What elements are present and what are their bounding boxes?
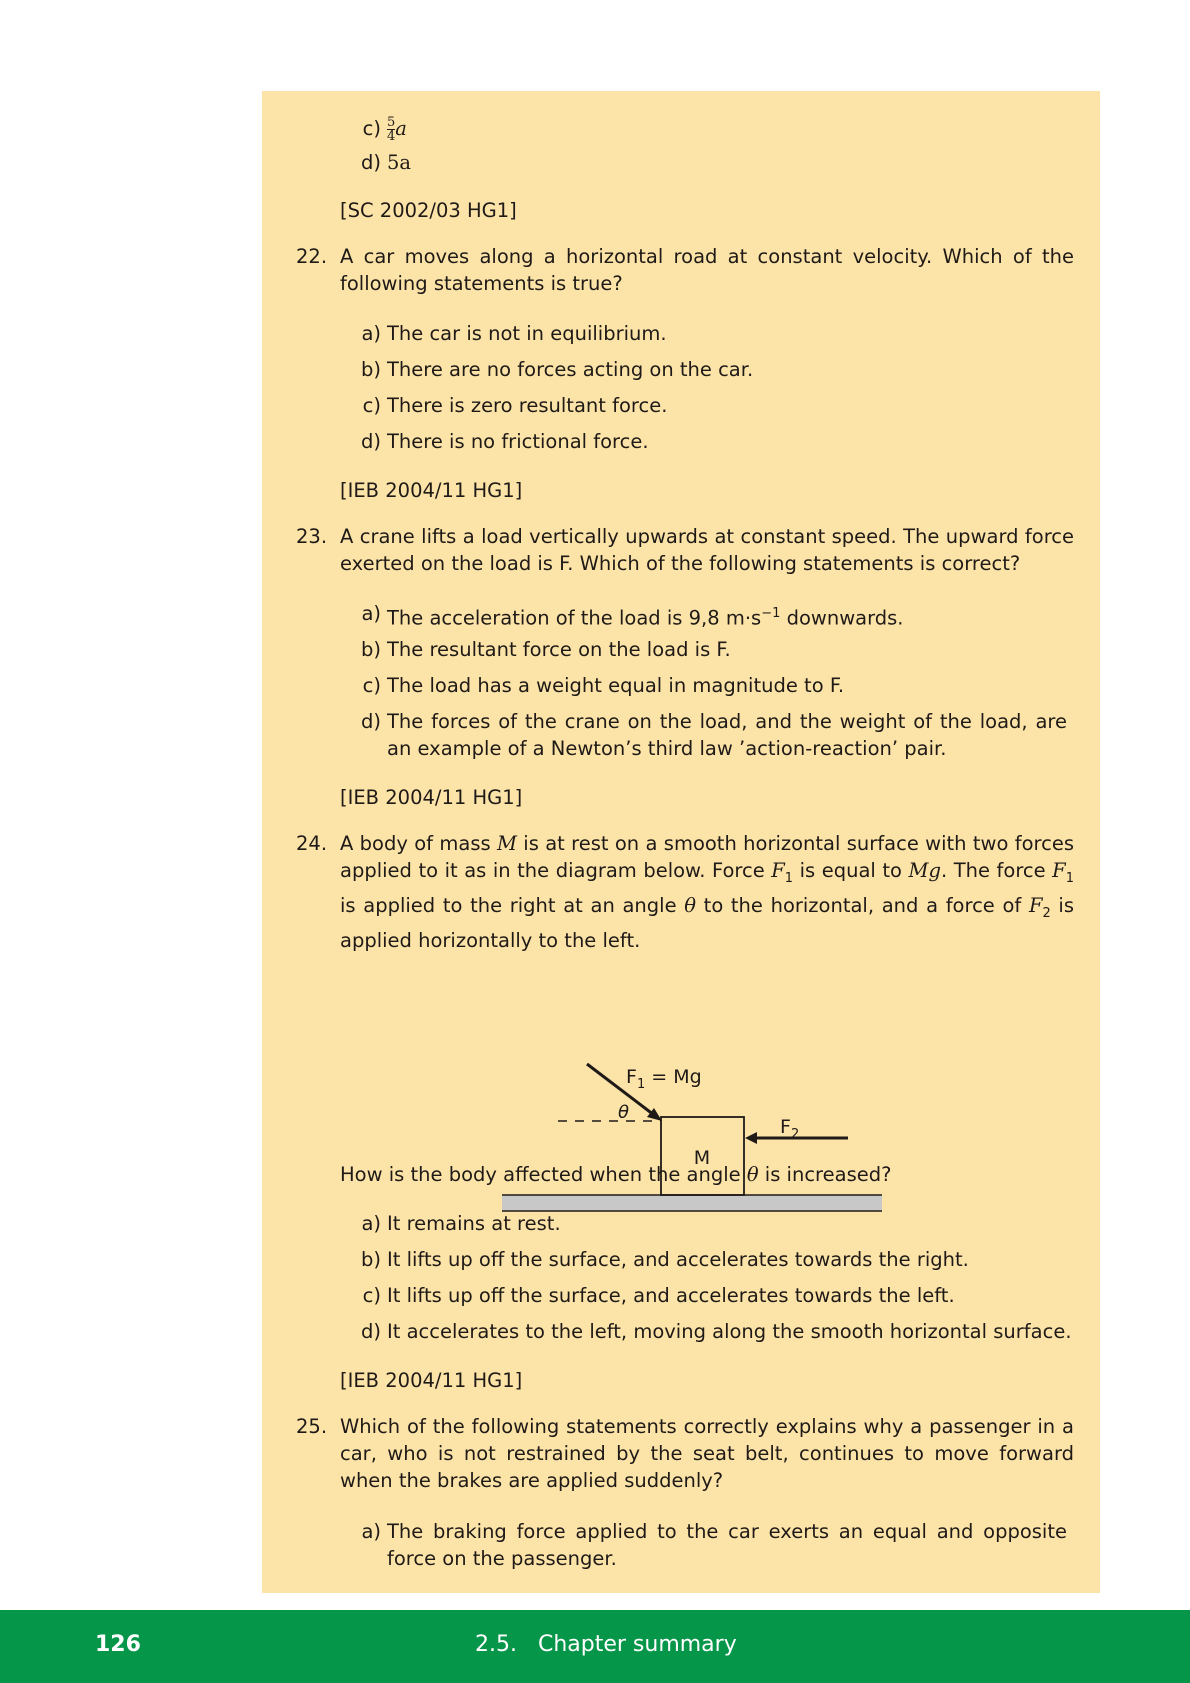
fraction: $\frac{5}{4}$ <box>387 115 396 144</box>
option-label: b) <box>361 1248 381 1271</box>
option-text: There is no frictional force. <box>387 430 649 453</box>
question-text: Which of the following statements correctly explains why a passenger in a car, who is not restrained by the seat belt, continues to move forward when the brakes are applied suddenly? <box>340 1415 1074 1492</box>
block-label: M <box>693 1147 711 1169</box>
option-text: There are no forces acting on the car. <box>387 358 754 381</box>
option-label: d) <box>361 1320 381 1343</box>
option-text: The forces of the crane on the load, and the weight of the load, are an example of a Newton’s third law ’action-reaction’ pair. <box>387 710 1067 760</box>
option-text: 5a <box>387 151 412 174</box>
option-text: It remains at rest. <box>387 1212 561 1235</box>
option-label: c) <box>362 117 381 140</box>
chapter-title: 2.5. Chapter summary <box>475 1632 737 1657</box>
q24-source: [IEB 2004/11 HG1] <box>340 1369 523 1392</box>
option-label: a) <box>361 1212 381 1235</box>
option-label: d) <box>361 151 381 174</box>
option-text: The load has a weight equal in magnitude to F. <box>387 674 845 697</box>
option-text: There is zero resultant force. <box>387 394 668 417</box>
question-text: A crane lifts a load vertically upwards at constant speed. The upward force exerted on the load is F. Which of the following statements is correct? <box>340 525 1074 575</box>
option-label: a) <box>361 1520 381 1543</box>
option-text: It lifts up off the surface, and accelerates towards the right. <box>387 1248 969 1271</box>
option-text: $\frac{5}{4}$ a <box>387 115 407 144</box>
option-text: The resultant force on the load is F. <box>387 638 731 661</box>
surface <box>502 1195 882 1211</box>
option-label: c) <box>362 674 381 697</box>
option-text: The braking force applied to the car exerts an equal and opposite force on the passenger. <box>387 1520 1067 1570</box>
option-label: d) <box>361 430 381 453</box>
f2-label: $F_2$ <box>780 1116 800 1142</box>
option-text: It accelerates to the left, moving along the smooth horizontal surface. <box>387 1320 1072 1343</box>
question-number: 23. <box>296 525 328 548</box>
q23-source: [IEB 2004/11 HG1] <box>340 786 523 809</box>
f1-label: $F_1 = Mg$ <box>626 1066 702 1092</box>
f2-arrowhead <box>745 1132 757 1144</box>
option-label: c) <box>362 1284 381 1307</box>
option-text: The car is not in equilibrium. <box>387 322 667 345</box>
option-label: c) <box>362 394 381 417</box>
q21-source: [SC 2002/03 HG1] <box>340 199 517 222</box>
q22-source: [IEB 2004/11 HG1] <box>340 479 523 502</box>
q24-question: How is the body affected when the angle θ is increased? <box>340 1163 892 1186</box>
question-text: A car moves along a horizontal road at constant velocity. Which of the following statements is true? <box>340 245 1074 295</box>
option-label: a) <box>361 322 381 345</box>
question-text: A body of mass M is at rest on a smooth horizontal surface with two forces applied to it as in the diagram below. Force $F_1$ is equal to Mg. The force $F_1$ is applied to the right at an angle θ to the horizontal, and a force of $F_2$ is applied horizontally to the left. <box>340 832 1074 952</box>
page-footer <box>0 1610 1190 1683</box>
theta-label: θ <box>618 1102 630 1123</box>
option-label: b) <box>361 358 381 381</box>
page-number: 126 <box>95 1632 141 1657</box>
option-label: b) <box>361 638 381 661</box>
option-text: The acceleration of the load is 9,8 $m\cdot s^{-1}$ downwards. <box>387 606 904 630</box>
option-label: d) <box>361 710 381 733</box>
question-number: 24. <box>296 832 328 855</box>
option-label: a) <box>361 602 381 625</box>
option-text: It lifts up off the surface, and accelerates towards the left. <box>387 1284 955 1307</box>
question-number: 25. <box>296 1415 328 1438</box>
question-number: 22. <box>296 245 328 268</box>
exercise-panel <box>262 91 1100 1593</box>
